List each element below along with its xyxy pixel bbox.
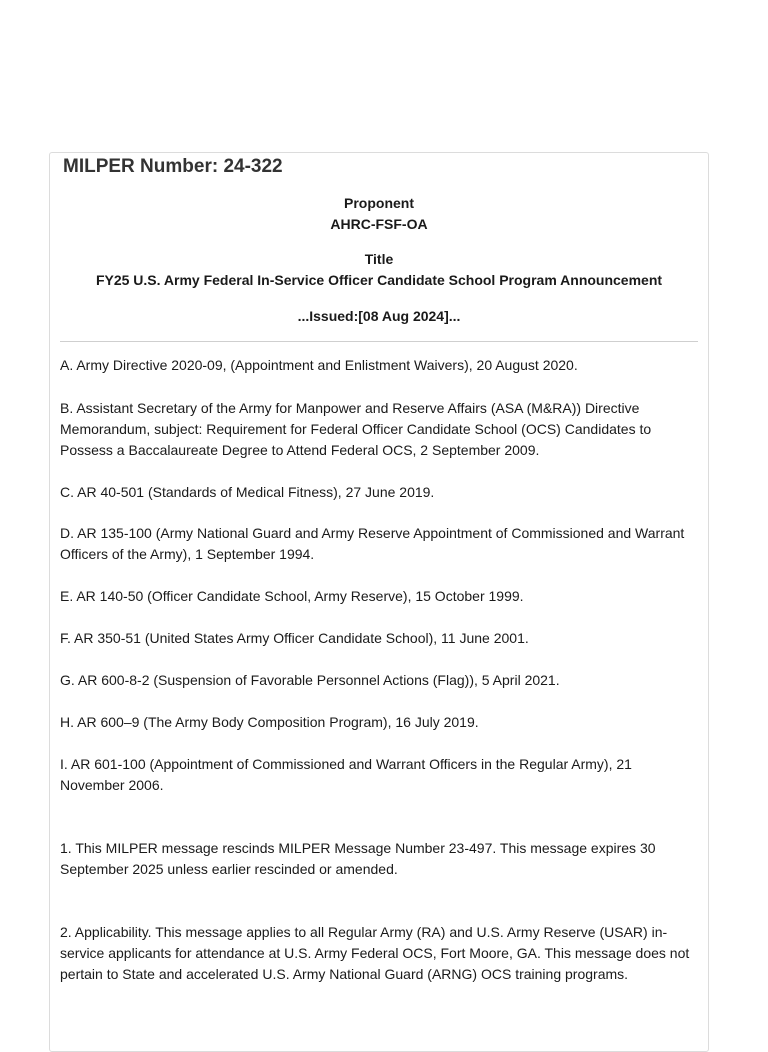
header-divider xyxy=(60,341,698,342)
title-value: FY25 U.S. Army Federal In-Service Officer Candidate School Program Announcement xyxy=(95,272,663,288)
reference-i: I. AR 601-100 (Appointment of Commissioned and Warrant Officers in the Regular Army), 21 November 2006. xyxy=(60,756,632,793)
reference-d: D. AR 135-100 (Army National Guard and Army Reserve Appointment of Commissioned and Warrant Officers of the Army), 1 September 1994. xyxy=(60,525,685,562)
reference-c: C. AR 40-501 (Standards of Medical Fitness), 27 June 2019. xyxy=(60,484,435,500)
proponent-value: AHRC-FSF-OA xyxy=(330,216,428,232)
reference-e: E. AR 140-50 (Officer Candidate School, Army Reserve), 15 October 1999. xyxy=(60,588,524,604)
milper-message-card xyxy=(49,152,709,1052)
issued-date: ...Issued:[08 Aug 2024]... xyxy=(297,308,461,324)
reference-g: G. AR 600-8-2 (Suspension of Favorable Personnel Actions (Flag)), 5 April 2021. xyxy=(60,672,560,688)
reference-f: F. AR 350-51 (United States Army Officer Candidate School), 11 June 2001. xyxy=(60,630,529,646)
reference-a: A. Army Directive 2020-09, (Appointment and Enlistment Waivers), 20 August 2020. xyxy=(60,357,578,373)
title-label: Title xyxy=(364,251,394,267)
reference-b: B. Assistant Secretary of the Army for Manpower and Reserve Affairs (ASA (M&RA)) Directive Memorandum, subject: Requirement for Federal Officer Candidate School (OCS) Candidates to Possess a Baccalaureate Degree to Attend Federal OCS, 2 September 2009. xyxy=(60,400,652,458)
paragraph-2: 2. Applicability. This message applies to all Regular Army (RA) and U.S. Army Reserve (USAR) in-service applicants for attendance at U.S. Army Federal OCS, Fort Moore, GA. This message does not pertain to State and accelerated U.S. Army National Guard (ARNG) OCS training programs. xyxy=(60,924,690,982)
reference-h: H. AR 600–9 (The Army Body Composition Program), 16 July 2019. xyxy=(60,714,479,730)
milper-number-title: MILPER Number: 24-322 xyxy=(63,156,283,177)
paragraph-1: 1. This MILPER message rescinds MILPER Message Number 23-497. This message expires 30 September 2025 unless earlier rescinded or amended. xyxy=(60,840,656,877)
proponent-label: Proponent xyxy=(344,195,414,211)
